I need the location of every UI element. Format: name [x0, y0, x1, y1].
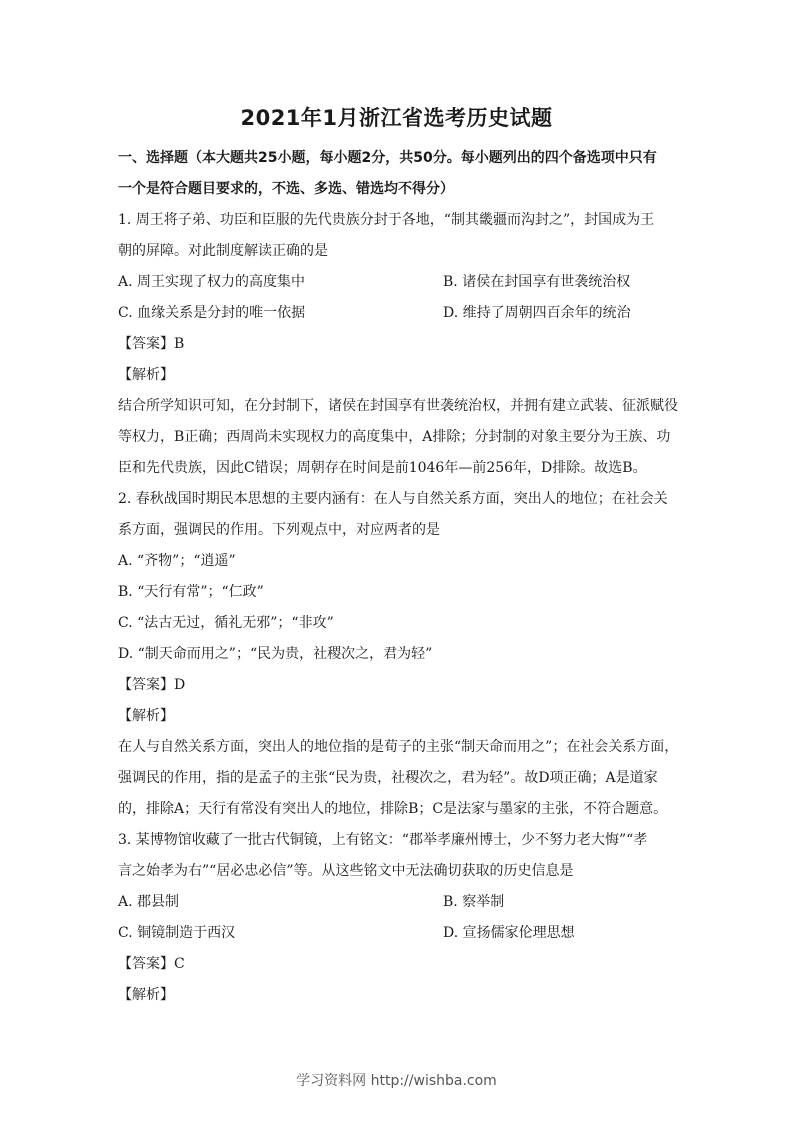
answer-label: 【答案】B: [118, 336, 185, 352]
option-b: B. 诸侯在封国享有世袭统治权: [443, 274, 631, 290]
question-stem-line: 3. 某博物馆收藏了一批古代铜镜，上有铭文：“郡举孝廉州博士，少不努力老大悔”“孝: [118, 832, 648, 848]
answer-label: 【答案】D: [118, 677, 186, 693]
section-heading-line: 一、选择题（本大题共25小题，每小题2分，共50分。每小题列出的四个备选项中只有: [118, 150, 657, 166]
option-row: [118, 887, 678, 918]
exam-content: [118, 143, 678, 1011]
question-1: [118, 205, 678, 484]
option-c: C. 铜镜制造于西汉: [118, 925, 236, 941]
analysis-line: 臣和先代贵族，因此C错误；周朝存在时间是前1046年—前256年，D排除。故选B。: [118, 460, 647, 476]
question-stem-line: 1. 周王将子弟、功臣和臣服的先代贵族分封于各地，“制其畿疆而沟封之”，封国成为王: [118, 212, 655, 228]
question-2: [118, 484, 678, 825]
analysis-label: 【解析】: [118, 708, 174, 724]
option-d: D. 宣扬儒家伦理思想: [443, 925, 575, 941]
question-stem-line: 朝的屏障。对此制度解读正确的是: [118, 243, 328, 259]
section-heading-line: 一个是符合题目要求的，不选、多选、错选均不得分）: [118, 181, 454, 197]
analysis-line: 的，排除A；天行有常没有突出人的地位，排除B；C是法家与墨家的主张，不符合题意。: [118, 801, 668, 817]
question-3: [118, 825, 678, 1011]
option-row: [118, 918, 678, 949]
option-row: [118, 267, 678, 298]
question-stem-line: 言之始孝为右”“居必忠必信”等。从这些铭文中无法确切获取的历史信息是: [118, 863, 574, 879]
option-d: D. “制天命而用之”；“民为贵，社稷次之，君为轻”: [118, 646, 433, 662]
option-row: [118, 298, 678, 329]
answer-label: 【答案】C: [118, 956, 185, 972]
analysis-line: 结合所学知识可知，在分封制下，诸侯在封国享有世袭统治权，并拥有建立武装、征派赋役: [118, 398, 678, 414]
analysis-label: 【解析】: [118, 987, 174, 1003]
analysis-line: 强调民的作用，指的是孟子的主张“民为贵，社稷次之，君为轻”。故D项正确；A是道家: [118, 770, 658, 786]
option-a: A. “齐物”；“逍遥”: [118, 553, 236, 569]
option-d: D. 维持了周朝四百余年的统治: [443, 305, 631, 321]
option-a: A. 郡县制: [118, 894, 180, 910]
option-b: B. “天行有常”；“仁政”: [118, 584, 264, 600]
option-a: A. 周王实现了权力的高度集中: [118, 274, 306, 290]
analysis-line: 等权力，B正确；西周尚未实现权力的高度集中，A排除；分封制的对象主要分为王族、功: [118, 429, 671, 445]
question-stem-line: 2. 春秋战国时期民本思想的主要内涵有：在人与自然关系方面，突出人的地位；在社会关: [118, 491, 668, 507]
page-title: 2021年1月浙江省选考历史试题: [240, 106, 553, 130]
analysis-line: 在人与自然关系方面，突出人的地位指的是荀子的主张“制天命而用之”；在社会关系方面，: [118, 739, 679, 755]
option-c: C. “法古无过，循礼无邪”；“非攻”: [118, 615, 334, 631]
option-b: B. 察举制: [443, 894, 505, 910]
option-c: C. 血缘关系是分封的唯一依据: [118, 305, 306, 321]
footer-watermark: 学习资料网 http://wishba.com: [296, 1073, 497, 1089]
question-stem-line: 系方面，强调民的作用。下列观点中，对应两者的是: [118, 522, 440, 538]
analysis-label: 【解析】: [118, 367, 174, 383]
